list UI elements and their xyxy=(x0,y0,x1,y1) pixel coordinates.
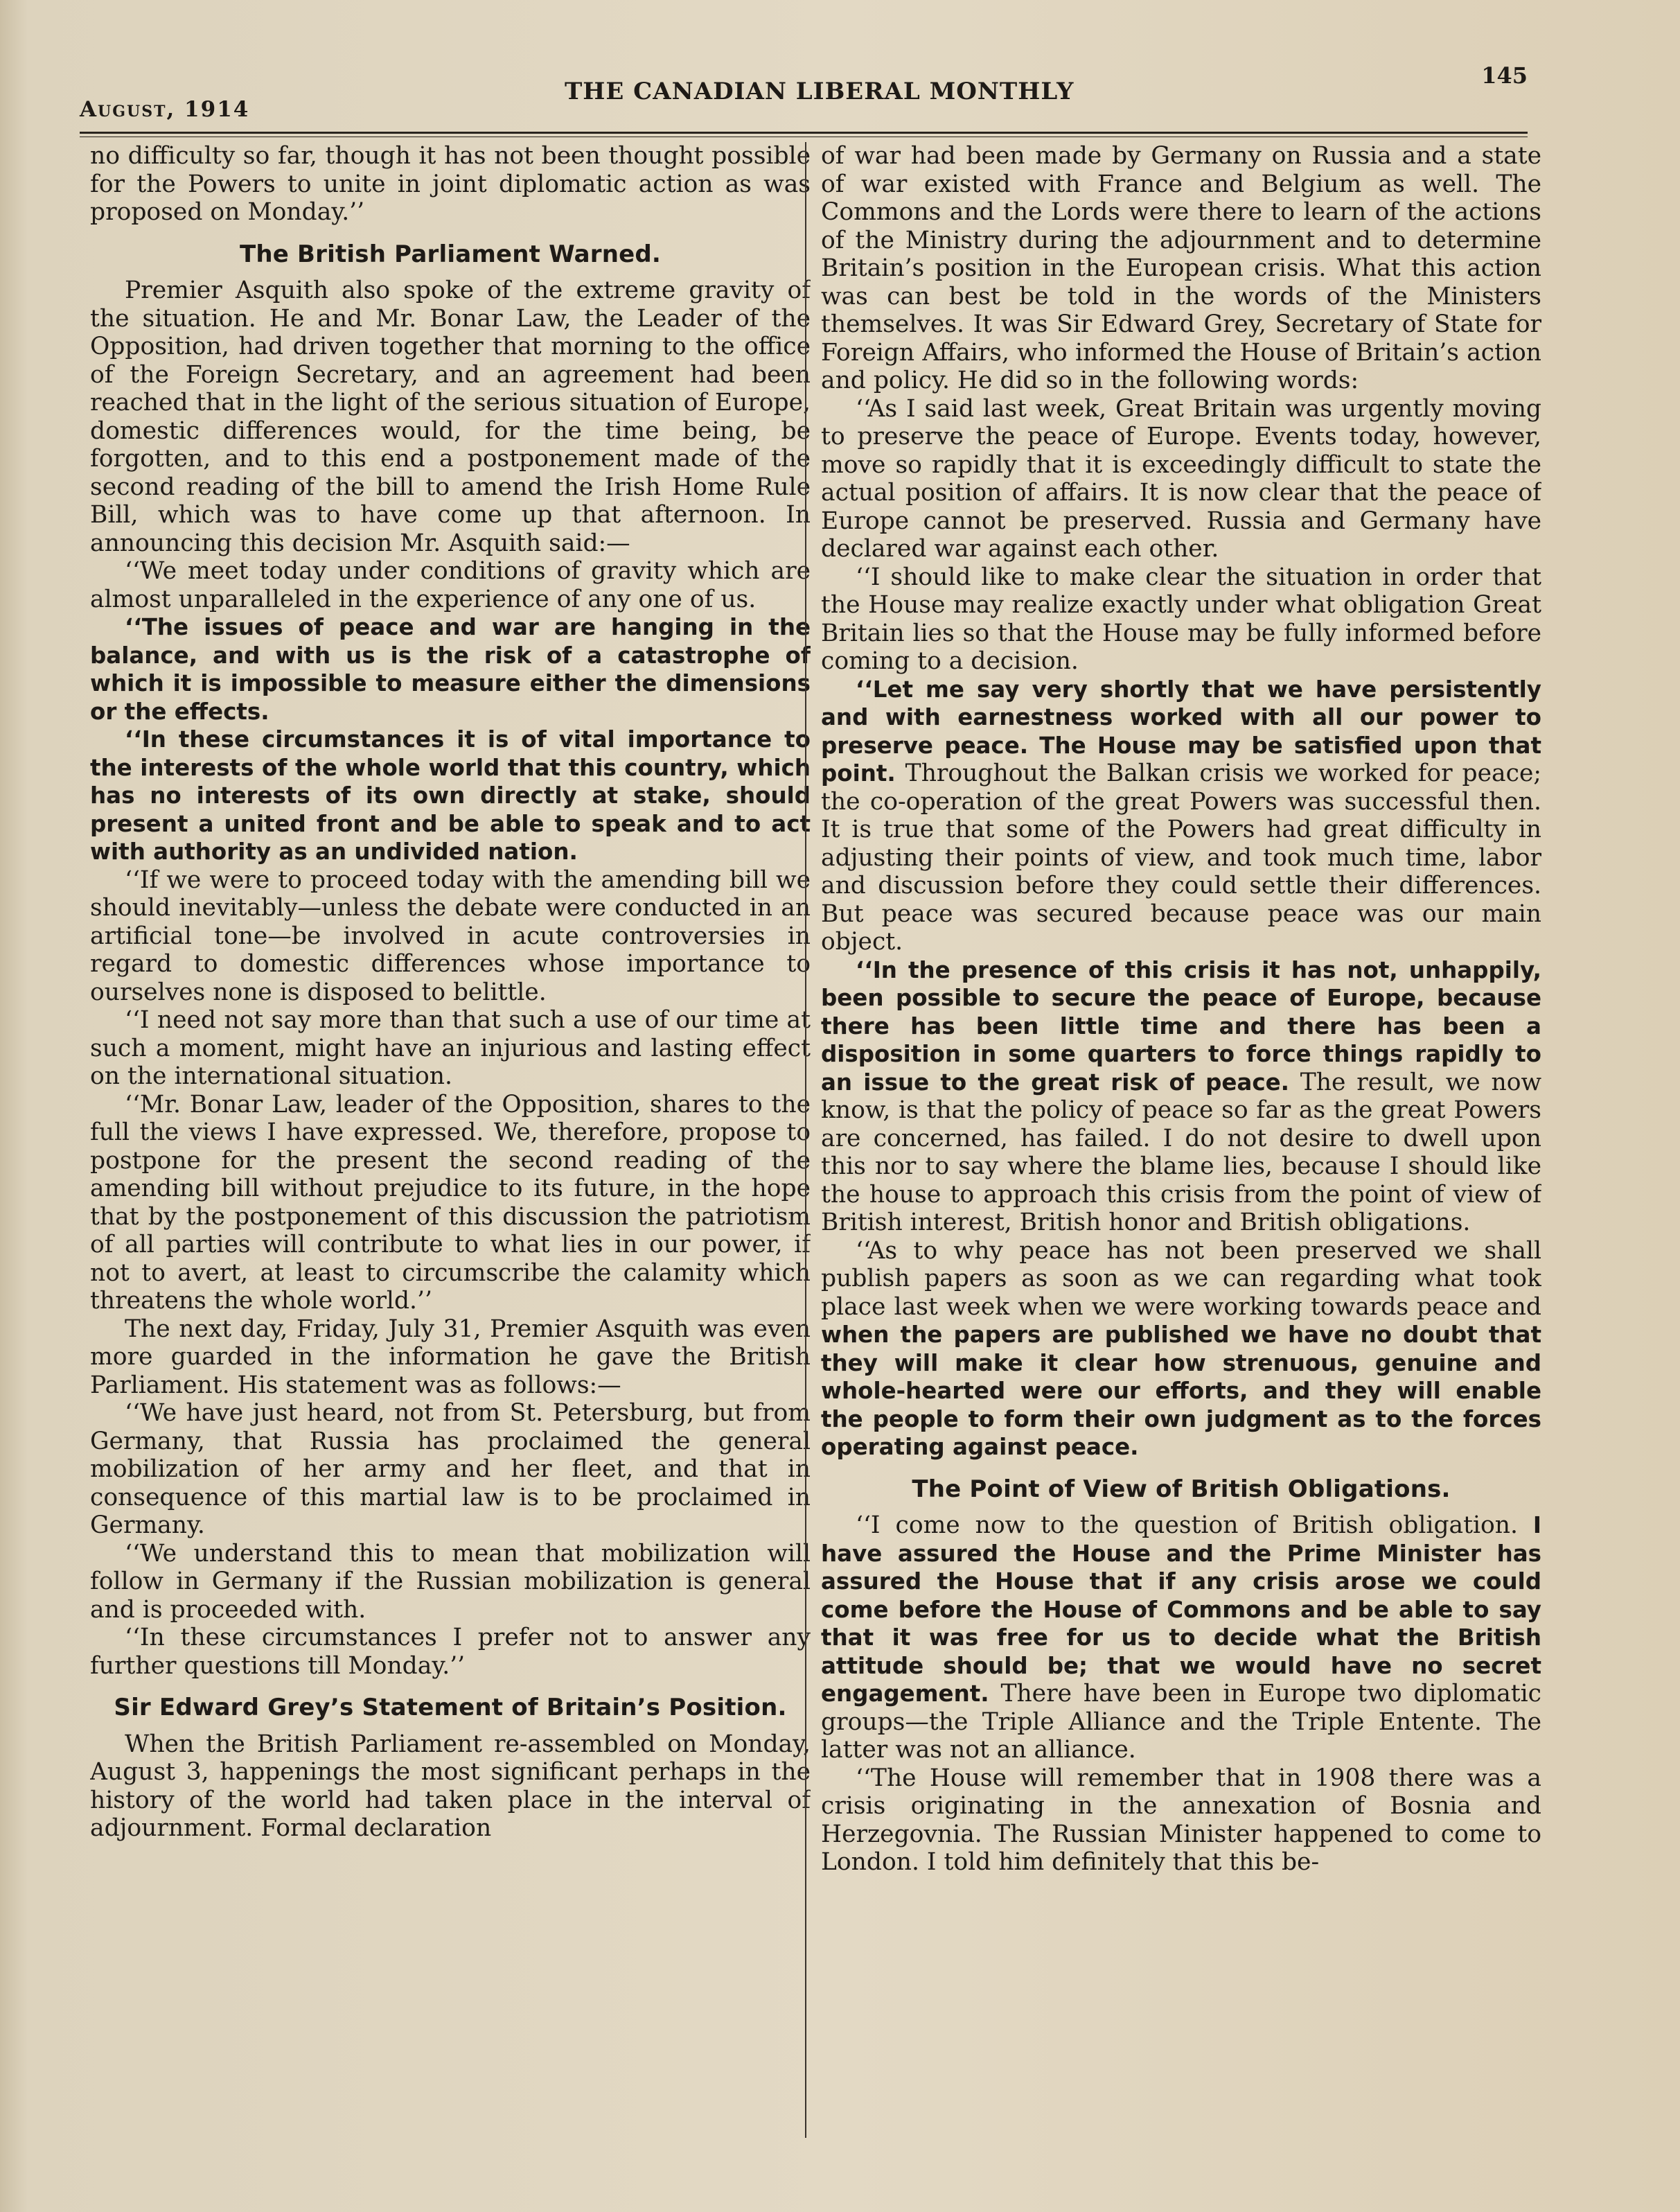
quote-paragraph-mixed xyxy=(821,676,1541,956)
quote-paragraph: ‘‘The House will remember that in 1908 there was a crisis originating in the annexation of Bosnia and Herzegovnia. The Russian Minister happened to come to London. I told him definitely that this be- xyxy=(821,1764,1541,1876)
issue-date: August, 1914 xyxy=(80,97,250,122)
paragraph: of war had been made by Germany on Russia and a state of war existed with France and Belgium as well. The Commons and the Lords were there to learn of the actions of the Ministry during the adjournment and to determine Britain’s position in the European crisis. What this action was can best be told in the words of the Ministers themselves. It was Sir Edward Grey, Secretary of State for Foreign Affairs, who informed the House of Britain’s action and policy. He did so in the following words: xyxy=(821,142,1541,394)
quote-paragraph-bold xyxy=(90,726,811,866)
quote-paragraph: ‘‘In these circumstances I prefer not to answer any further questions till Monday.’’ xyxy=(90,1624,811,1680)
quote-paragraph-mixed xyxy=(821,1511,1541,1764)
paragraph: When the British Parliament re-assembled on Monday, August 3, happenings the most significant perhaps in the history of the world had taken place in the interval of adjournment. Formal declaration xyxy=(90,1730,811,1842)
quote-paragraph: ‘‘We meet today under conditions of gravity which are almost unparalleled in the experience of any one of us. xyxy=(90,557,811,613)
page-number: 145 xyxy=(1481,62,1528,89)
bold-text: I have assured the House and the Prime Minister has assured the House that if any crisis arose we could come before the House of Commons and be able to say that it was free for us to decide what the British attitude should be; that we would have no secret engagement. xyxy=(821,1512,1541,1707)
quote-paragraph: ‘‘We have just heard, not from St. Petersburg, but from Germany, that Russia has proclaimed the general mobilization of her army and her fleet, and that in consequence of this martial law is to be proclaimed in Germany. xyxy=(90,1399,811,1539)
column-divider xyxy=(805,142,806,2138)
quote-paragraph: ‘‘We understand this to mean that mobilization will follow in Germany if the Russian mobilization is general and is proceeded with. xyxy=(90,1539,811,1624)
quote-paragraph-bold xyxy=(90,613,811,726)
regular-text: ‘‘As to why peace has not been preserved we shall publish papers as soon as we can regarding what took place last week when we were working towards peace and xyxy=(821,1236,1541,1321)
quote-paragraph-mixed xyxy=(821,1237,1541,1462)
regular-text: There have been in Europe two diplomatic groups—the Triple Alliance and the Triple Entente. The latter was not an alliance. xyxy=(821,1680,1541,1764)
quote-paragraph: ‘‘I need not say more than that such a use of our time at such a moment, might have an injurious and lasting effect on the international situation. xyxy=(90,1006,811,1090)
bold-text: ‘‘In the presence of this crisis it has not, unhappily, been possible to secure the peace of Europe, because there has been little time and there has been a disposition in some quarters to force things rapidly to an issue to the great risk of peace. xyxy=(821,956,1541,1096)
bold-text: ‘‘Let me say very shortly that we have persistently and with earnestness worked with all our power to preserve peace. The House may be satisfied upon that point. xyxy=(821,676,1541,787)
bold-text: ‘‘The issues of peace and war are hanging in the balance, and with us is the risk of a catastrophe of which it is impossible to measure either the dimensions or the effects. xyxy=(90,614,811,725)
section-heading: The Point of View of British Obligations. xyxy=(912,1475,1451,1503)
publication-title: THE CANADIAN LIBERAL MONTHLY xyxy=(565,78,1075,105)
section-heading: The British Parliament Warned. xyxy=(239,240,662,268)
page-header xyxy=(80,62,1528,139)
bold-text: ‘‘In these circumstances it is of vital importance to the interests of the whole world that this country, which has no interests of its own directly at stake, should present a united front and be able to speak and to act with authority as an undivided nation. xyxy=(90,726,811,865)
left-column xyxy=(90,142,811,2138)
regular-text: The result, we now know, is that the policy of peace so far as the great Powers are concerned, has failed. I do not desire to dwell upon this nor to say where the blame lies, because I should like the house to approach this crisis from the point of view of British interest, British honor and British obligations. xyxy=(821,1068,1541,1236)
paragraph: The next day, Friday, July 31, Premier Asquith was even more guarded in the information he gave the British Parliament. His statement was as follows:— xyxy=(90,1315,811,1399)
paragraph: no difficulty so far, though it has not been thought possible for the Powers to unite in joint diplomatic action as was proposed on Monday.’’ xyxy=(90,142,811,226)
regular-text: Throughout the Balkan crisis we worked for peace; the co-operation of the great Powers was successful then. It is true that some of the Powers had great difficulty in adjusting their points of view, and took much time, labor and discussion before they could settle their differences. But peace was secured because peace was our main object. xyxy=(821,760,1541,956)
header-rule xyxy=(80,132,1528,134)
section-heading: Sir Edward Grey’s Statement of Britain’s Position. xyxy=(114,1694,787,1721)
regular-text: ‘‘I come now to the question of British obligation. xyxy=(856,1511,1533,1539)
quote-paragraph-mixed xyxy=(821,956,1541,1237)
right-column xyxy=(821,142,1541,2138)
quote-paragraph: ‘‘Mr. Bonar Law, leader of the Opposition, shares to the full the views I have expressed. We, therefore, propose to postpone for the present the second reading of the amending bill without prejudice to its future, in the hope that by the postponement of this discussion the patriotism of all parties will contribute to what lies in our power, if not to avert, at least to circumscribe the calamity which threatens the whole world.’’ xyxy=(90,1090,811,1315)
bold-text: when the papers are published we have no doubt that they will make it clear how strenuous, genuine and whole-hearted were our efforts, and they will enable the people to form their own judgment as to the forces operating against peace. xyxy=(821,1322,1541,1460)
paragraph: Premier Asquith also spoke of the extreme gravity of the situation. He and Mr. Bonar Law, the Leader of the Opposition, had driven together that morning to the office of the Foreign Secretary, and an agreement had been reached that in the light of the serious situation of Europe, domestic differences would, for the time being, be forgotten, and to this end a postponement made of the second reading of the bill to amend the Irish Home Rule Bill, which was to have come up that afternoon. In announcing this decision Mr. Asquith said:— xyxy=(90,276,811,557)
quote-paragraph: ‘‘If we were to proceed today with the amending bill we should inevitably—unless the debate were conducted in an artificial tone—be involved in acute controversies in regard to domestic differences whose importance to ourselves none is disposed to belittle. xyxy=(90,866,811,1006)
quote-paragraph: ‘‘As I said last week, Great Britain was urgently moving to preserve the peace of Europe. Events today, however, move so rapidly that it is exceedingly difficult to state the actual position of affairs. It is now clear that the peace of Europe cannot be preserved. Russia and Germany have declared war against each other. xyxy=(821,394,1541,563)
quote-paragraph: ‘‘I should like to make clear the situation in order that the House may realize exactly under what obligation Great Britain lies so that the House may be fully informed before coming to a decision. xyxy=(821,563,1541,675)
